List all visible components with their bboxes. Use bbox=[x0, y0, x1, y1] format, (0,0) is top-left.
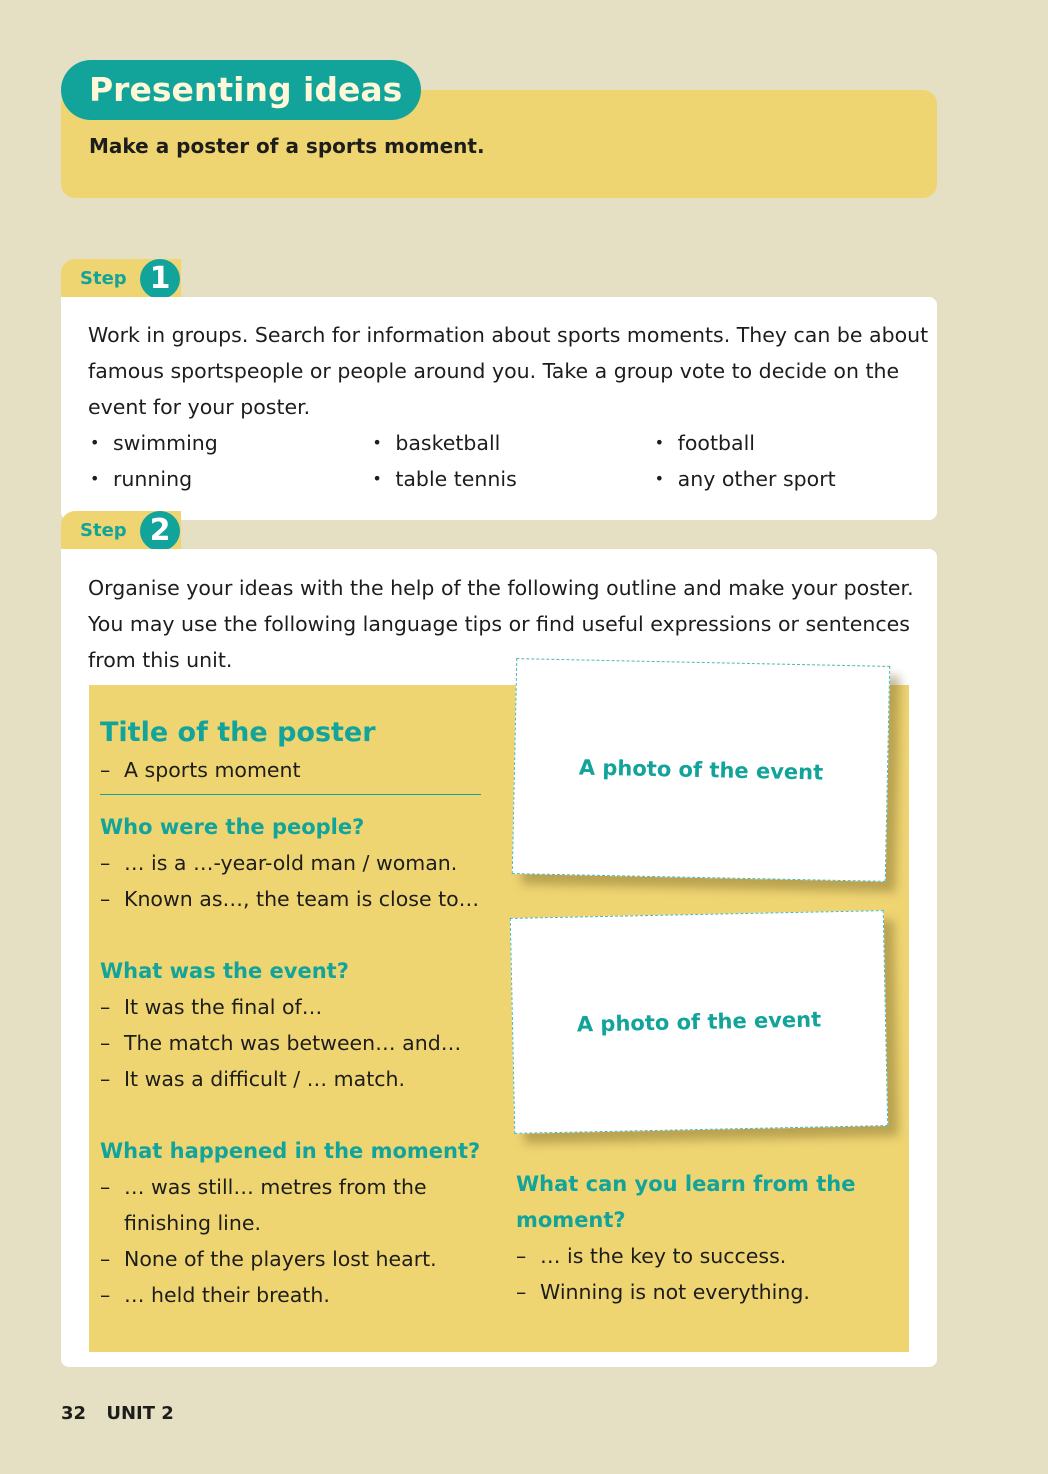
item-text: It was a difficult / … match. bbox=[124, 1067, 406, 1091]
text-line: from this unit. bbox=[88, 648, 233, 672]
poster-left-column bbox=[100, 714, 500, 1313]
item-text: … held their breath. bbox=[124, 1283, 330, 1307]
photo-placeholder bbox=[512, 658, 890, 882]
list-item bbox=[100, 1061, 500, 1097]
item-text: … was still… metres from the finishing line. bbox=[124, 1175, 427, 1235]
photo-label: A photo of the event bbox=[578, 755, 824, 785]
dash: – bbox=[100, 758, 111, 782]
poster-title-heading: Title of the poster bbox=[100, 717, 376, 748]
text-line: famous sportspeople or people around you. Take a group vote to decide on the bbox=[88, 359, 900, 383]
list-item bbox=[100, 1169, 460, 1241]
sport-options-row-2 bbox=[90, 461, 937, 497]
step-label: Step bbox=[80, 520, 127, 541]
page-title: Presenting ideas bbox=[61, 60, 421, 120]
list-item bbox=[100, 845, 500, 881]
unit-label: UNIT 2 bbox=[106, 1403, 174, 1424]
dash: – bbox=[100, 1247, 111, 1271]
item-text: It was the final of… bbox=[124, 995, 323, 1019]
dash: – bbox=[100, 887, 111, 911]
sport-options-row-1 bbox=[90, 425, 937, 461]
section-heading-line: moment? bbox=[516, 1208, 626, 1232]
learn-section bbox=[516, 1166, 896, 1310]
section-heading-line: What can you learn from the bbox=[516, 1172, 856, 1196]
dash: – bbox=[100, 995, 111, 1019]
step-2-tab bbox=[61, 511, 181, 551]
step-1-panel bbox=[61, 297, 937, 520]
list-item bbox=[516, 1238, 896, 1274]
task-subtitle: Make a poster of a sports moment. bbox=[89, 134, 485, 158]
section-heading: What was the event? bbox=[100, 959, 349, 983]
list-item bbox=[100, 1277, 500, 1313]
item-text: Winning is not everything. bbox=[540, 1280, 810, 1304]
step-2-instructions bbox=[88, 570, 937, 678]
list-item bbox=[100, 989, 500, 1025]
text-line: You may use the following language tips or find useful expressions or sentences bbox=[88, 612, 910, 636]
photo-label: A photo of the event bbox=[576, 1007, 822, 1037]
dash: – bbox=[100, 1067, 111, 1091]
list-item: • basketball bbox=[372, 425, 654, 461]
page-number: 32 bbox=[61, 1403, 87, 1424]
list-item: • running bbox=[90, 461, 372, 497]
list-item bbox=[100, 881, 500, 917]
list-item bbox=[100, 1025, 500, 1061]
item-text: None of the players lost heart. bbox=[124, 1247, 437, 1271]
section-heading: What happened in the moment? bbox=[100, 1139, 481, 1163]
text-line: Work in groups. Search for information about sports moments. They can be about bbox=[88, 323, 929, 347]
dash: – bbox=[100, 1283, 111, 1307]
title-example bbox=[100, 752, 500, 788]
divider bbox=[100, 794, 481, 795]
item-text: Known as…, the team is close to… bbox=[124, 887, 480, 911]
text-line: event for your poster. bbox=[88, 395, 311, 419]
list-item: • any other sport bbox=[655, 461, 937, 497]
section-heading: Who were the people? bbox=[100, 815, 365, 839]
text-line: Organise your ideas with the help of the following outline and make your poster. bbox=[88, 576, 914, 600]
dash: – bbox=[516, 1280, 527, 1304]
list-item: • football bbox=[655, 425, 937, 461]
dash: – bbox=[100, 851, 111, 875]
step-number-badge: 1 bbox=[140, 259, 180, 299]
step-1-tab bbox=[61, 259, 181, 299]
title-example-text: A sports moment bbox=[124, 758, 301, 782]
list-item bbox=[100, 1241, 500, 1277]
photo-placeholder bbox=[510, 910, 888, 1134]
dash: – bbox=[100, 1031, 111, 1055]
step-label: Step bbox=[80, 268, 127, 289]
list-item bbox=[516, 1274, 896, 1310]
page-footer bbox=[61, 1403, 174, 1424]
item-text: The match was between… and… bbox=[124, 1031, 462, 1055]
step-number-badge: 2 bbox=[140, 511, 180, 551]
item-text: … is the key to success. bbox=[540, 1244, 787, 1268]
dash: – bbox=[516, 1244, 527, 1268]
step-1-instructions bbox=[88, 317, 937, 425]
list-item: • swimming bbox=[90, 425, 372, 461]
list-item: • table tennis bbox=[372, 461, 654, 497]
item-text: … is a …-year-old man / woman. bbox=[124, 851, 458, 875]
dash: – bbox=[100, 1175, 111, 1199]
